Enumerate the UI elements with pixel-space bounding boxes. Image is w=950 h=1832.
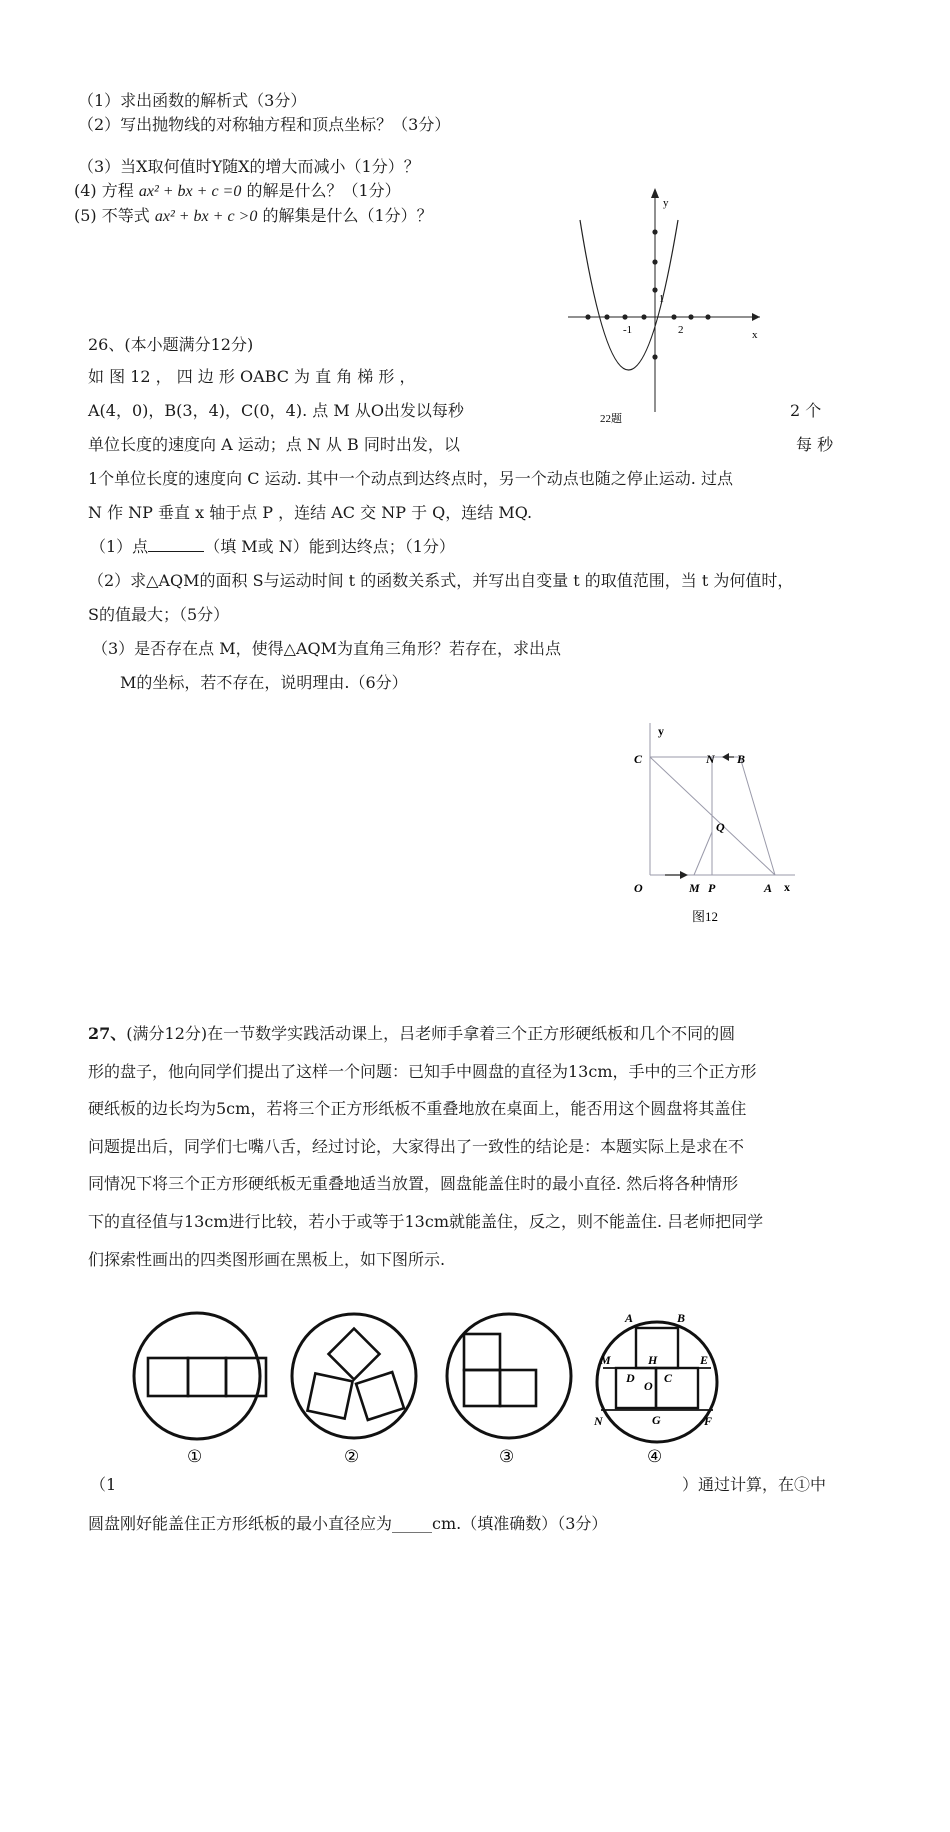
fig4-label-c: C — [664, 1371, 673, 1385]
q26-sub3: （3）是否存在点 M，使得△AQM为直角三角形？若存在，求出点 — [92, 639, 562, 658]
diagram-1 — [134, 1313, 266, 1439]
q27-title: 27、 — [88, 1024, 127, 1043]
fig12-label-q: Q — [716, 820, 725, 834]
q26-line3-right: 每 秒 — [796, 435, 834, 454]
figure-12 — [620, 715, 800, 935]
q26-sub1-suffix: （填 M或 N）能到达终点；（1分） — [204, 537, 455, 556]
graph-neg1-label: -1 — [623, 324, 633, 336]
circle-label-2: ② — [344, 1447, 360, 1466]
q27-line3: 硬纸板的边长均为5cm，若将三个正方形纸板不重叠地放在桌面上，能否用这个圆盘将其盖住 — [88, 1099, 747, 1118]
graph-caption: 22题 — [600, 413, 622, 425]
fig4-label-n: N — [594, 1414, 603, 1428]
fig12-label-p: P — [708, 881, 716, 895]
q25-part4-suffix: 的解是什么？（1分） — [246, 181, 401, 200]
axis-dot — [652, 354, 657, 359]
fig4-label-a: A — [625, 1311, 634, 1325]
q26-line1: 如 图 12 ， 四 边 形 OABC 为 直 角 梯 形 ， — [88, 367, 416, 386]
q26-line3: 单位长度的速度向 A 运动；点 N 从 B 同时出发，以 — [88, 435, 460, 454]
q26-sub3-cont: M的坐标，若不存在，说明理由.（6分） — [120, 673, 408, 692]
q27-line4: 问题提出后，同学们七嘴八舌，经过讨论，大家得出了一致性的结论是：本题实际上是求在不 — [88, 1137, 745, 1156]
q27-line1-text: (满分12分)在一节数学实践活动课上，吕老师手拿着三个正方形硬纸板和几个不同的圆 — [126, 1024, 736, 1043]
q26-sub1-prefix: （1）点 — [90, 537, 149, 556]
circle-label-3: ③ — [499, 1447, 515, 1466]
graph-x-label: x — [752, 329, 758, 341]
q27-sub1-suffix: ）通过计算，在①中 — [682, 1475, 827, 1494]
parabola-graph — [560, 180, 780, 440]
q27-sub1-text: 圆盘刚好能盖住正方形纸板的最小直径应为 — [88, 1514, 393, 1533]
fig12-label-m: M — [689, 881, 700, 895]
q27-line7: 们探索性画出的四类图形画在黑板上，如下图所示. — [88, 1250, 446, 1269]
axis-dot — [641, 314, 646, 319]
q27-sub1-line2 — [88, 1513, 607, 1535]
fig12-y: y — [658, 724, 664, 738]
q25-part4 — [74, 180, 401, 203]
y-axis-arrow — [651, 188, 659, 198]
axis-dot — [604, 314, 609, 319]
q26-line4: 1个单位长度的速度向 C 运动. 其中一个动点到达终点时，另一个动点也随之停止运动. 过点 — [88, 469, 733, 488]
q26-sub2: （2）求△AQM的面积 S与运动时间 t 的函数关系式，并写出自变量 t 的取值范围，当 t 为何值时， — [88, 571, 794, 590]
q27-line5: 同情况下将三个正方形硬纸板无重叠地适当放置，圆盘能盖住时的最小直径. 然后将各种情形 — [88, 1174, 739, 1193]
axis-dot — [671, 314, 676, 319]
q26-sub2-cont: S的值最大；（5分） — [88, 605, 230, 624]
fig4-label-d: D — [626, 1371, 635, 1385]
axis-dot — [652, 259, 657, 264]
circle-label-1: ① — [187, 1447, 203, 1466]
diagram-4 — [593, 1311, 717, 1442]
trapezoid-side — [740, 757, 775, 875]
q25-part4-prefix: (4) 方程 — [74, 181, 134, 200]
axis-dot — [705, 314, 710, 319]
q25-part2: （2）写出抛物线的对称轴方程和顶点坐标？（3分） — [78, 115, 451, 134]
q27-line6: 下的直径值与13cm进行比较，若小于或等于13cm就能盖住，反之，则不能盖住. 吕老师把同学 — [88, 1212, 764, 1231]
q25-part5 — [74, 205, 433, 228]
axis-dot — [622, 314, 627, 319]
fig4-label-g: G — [652, 1413, 661, 1427]
x-axis-arrow — [752, 313, 760, 321]
fig4-label-e: E — [700, 1353, 709, 1367]
circle-label-4: ④ — [647, 1447, 663, 1466]
axis-dot — [585, 314, 590, 319]
fig4-label-m: M — [600, 1353, 611, 1367]
answer-blank-27[interactable]: _____ — [392, 1514, 433, 1533]
q26-title: 26、(本小题满分12分) — [88, 335, 254, 354]
fig12-label-c: C — [634, 752, 643, 766]
m-arrow-head — [680, 871, 688, 879]
q27-sub1-prefix: （1 — [90, 1475, 117, 1494]
q27-line1 — [88, 1023, 735, 1045]
q25-part3: （3）当X取何值时Y随X的增大而减小（1分）？ — [78, 157, 420, 176]
fig12-label-o: O — [634, 881, 643, 895]
q27-line2: 形的盘子，他向同学们提出了这样一个问题：已知手中圆盘的直径为13cm，手中的三个正方形 — [88, 1062, 757, 1081]
q25-part5-suffix: 的解集是什么（1分）？ — [262, 206, 433, 225]
q25-part4-expr: ax² + bx + c =0 — [138, 183, 242, 200]
q26-line2: A(4，0)，B(3，4)，C(0，4). 点 M 从O出发以每秒 — [88, 401, 464, 420]
graph-1-label: 1 — [659, 294, 664, 305]
q27-sub1-end: cm.（填准确数）（3分） — [432, 1514, 608, 1533]
fig12-label-n: N — [706, 752, 715, 766]
axis-dot — [652, 287, 657, 292]
graph-y-label: y — [663, 197, 669, 209]
axis-dot — [652, 229, 657, 234]
diagram-3 — [447, 1314, 571, 1438]
diagram-2 — [292, 1314, 416, 1438]
fig12-label-a: A — [764, 881, 773, 895]
fig4-label-h: H — [648, 1353, 658, 1367]
fig12-caption: 图12 — [692, 909, 719, 924]
fig4-label-f: F — [704, 1414, 713, 1428]
fig4-label-b: B — [677, 1311, 686, 1325]
segment-mq — [694, 832, 712, 875]
fig12-x: x — [784, 880, 790, 894]
axis-dot — [688, 314, 693, 319]
q25-part5-prefix: (5) 不等式 — [74, 206, 150, 225]
q25-part5-expr: ax² + bx + c >0 — [154, 208, 258, 225]
fig12-label-b: B — [737, 752, 746, 766]
q25-part1: （1）求出函数的解析式（3分） — [78, 91, 307, 110]
circle-diagrams — [120, 1290, 740, 1485]
answer-blank[interactable] — [148, 537, 204, 552]
n-arrow-head — [722, 753, 729, 761]
q26-line5: N 作 NP 垂直 x 轴于点 P ，连结 AC 交 NP 于 Q，连结 MQ. — [88, 503, 533, 522]
graph-2-label: 2 — [678, 324, 684, 336]
fig4-label-o: O — [644, 1379, 653, 1393]
q26-sub1 — [90, 536, 455, 558]
q26-line2-right: 2 个 — [790, 401, 822, 420]
